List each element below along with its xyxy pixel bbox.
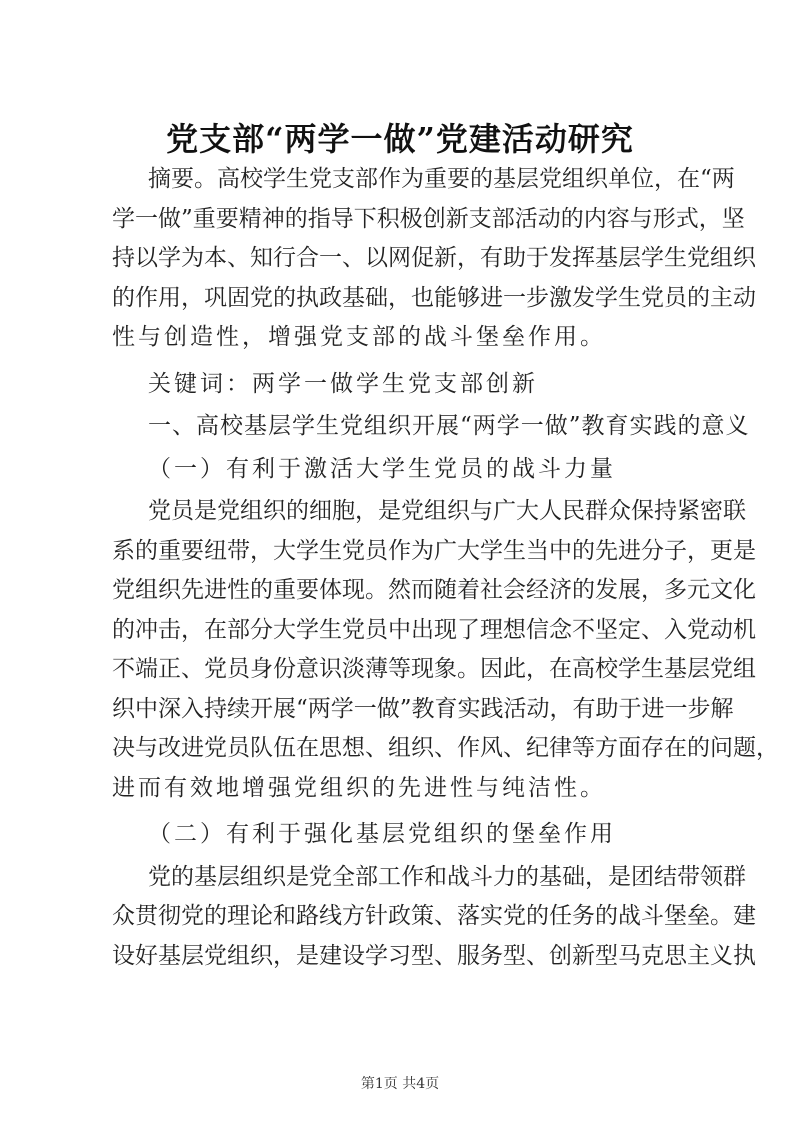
text-line: 不端正、党员身份意识淡薄等现象。因此，在高校学生基层党组 (112, 656, 756, 682)
text-line: 党员是党组织的细胞，是党组织与广大人民群众保持紧密联 (148, 498, 746, 524)
text-line: 性与创造性，增强党支部的战斗堡垒作用。 (112, 324, 606, 350)
subsection-heading: （一）有利于激活大学生党员的战斗力量 (148, 455, 616, 482)
body-paragraph (112, 492, 779, 808)
body-paragraph (112, 858, 756, 977)
text-line: 织中深入持续开展“两学一做”教育实践活动，有助于进一步解 (112, 695, 734, 722)
text-line: 的作用，巩固党的执政基础，也能够进一步激发学生党员的主动 (112, 284, 756, 311)
document-page (0, 118, 800, 976)
abstract-paragraph (112, 160, 756, 358)
text-line: 党的基层组织是党全部工作和战斗力的基础，是团结带领群 (148, 863, 746, 890)
text-line: 设好基层党组织，是建设学习型、服务型、创新型马克思主义执 (112, 942, 756, 969)
document-title: 党支部“两学一做”党建活动研究 (166, 120, 634, 158)
text-line: 众贯彻党的理论和路线方针政策、落实党的任务的战斗堡垒。建 (112, 903, 756, 929)
subsection-heading: （二）有利于强化基层党组织的堡垒作用 (148, 821, 616, 847)
text-line: 摘要。高校学生党支部作为重要的基层党组织单位，在“两 (148, 166, 735, 192)
section-heading: 一、高校基层学生党组织开展“两学一做”教育实践的意义 (148, 413, 750, 439)
text-line: 持以学为本、知行合一、以网促新，有助于发挥基层学生党组织 (112, 245, 756, 271)
text-line: 决与改进党员队伍在思想、组织、作风、纪律等方面存在的问题， (112, 735, 779, 761)
text-line: 的冲击，在部分大学生党员中出现了理想信念不坚定、入党动机 (112, 616, 756, 643)
page-number-footer: 第1页 共4页 (360, 1076, 440, 1092)
text-line: 党组织先进性的重要体现。然而随着社会经济的发展，多元文化 (112, 577, 756, 603)
text-line: 进而有效地增强党组织的先进性与纯洁性。 (112, 774, 606, 801)
keywords: 关键词：两学一做学生党支部创新 (148, 370, 538, 397)
text-line: 学一做”重要精神的指导下积极创新支部活动的内容与形式，坚 (112, 205, 745, 232)
text-line: 系的重要纽带，大学生党员作为广大学生当中的先进分子，更是 (112, 537, 756, 564)
